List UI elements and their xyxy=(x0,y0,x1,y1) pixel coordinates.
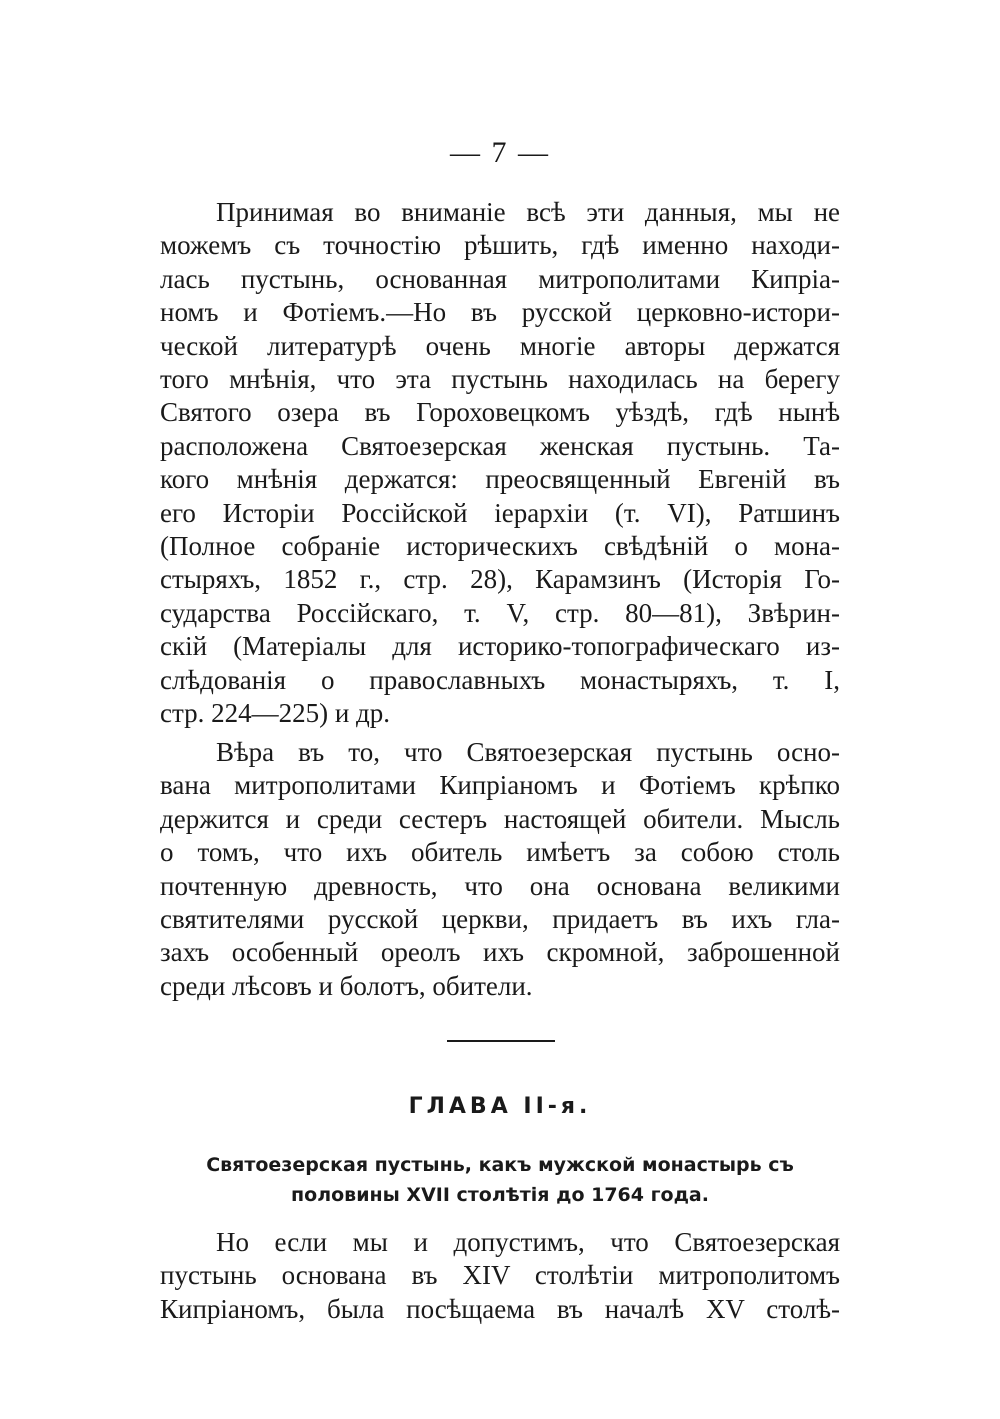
text-line: стыряхъ, 1852 г., стр. 28), Карамзинъ (Исторія Го- xyxy=(160,564,840,595)
text-line: Кипріаномъ, была посѣщаема въ началѣ XV столѣ- xyxy=(160,1293,840,1324)
text-line: Но если мы и допустимъ, что Святоезерская xyxy=(216,1227,840,1257)
text-line: о томъ, что ихъ обитель имѣетъ за собою столь xyxy=(160,837,840,868)
chapter-heading: ГЛАВА II-я. xyxy=(408,1094,592,1119)
text-line: можемъ съ точностію рѣшить, гдѣ именно находи- xyxy=(160,230,840,261)
text-line: того мнѣнія, что эта пустынь находилась на берегу xyxy=(160,364,840,395)
text-line: среди лѣсовъ и болотъ, обители. xyxy=(160,970,533,1001)
paragraph-2 xyxy=(160,736,840,1003)
text-line: расположена Святоезерская женская пустынь. Та- xyxy=(160,430,840,461)
page-number: — 7 — xyxy=(450,136,550,169)
text-line: (Полное собраніе историческихъ свѣдѣній о мона- xyxy=(160,531,840,562)
text-line: Принимая во вниманіе всѣ эти данныя, мы не xyxy=(216,197,840,227)
paragraph-3 xyxy=(160,1226,840,1326)
chapter-subtitle-line: Святоезерская пустынь, какъ мужской монастырь съ xyxy=(206,1154,794,1176)
text-line: Святого озера въ Гороховецкомъ уѣздѣ, гдѣ нынѣ xyxy=(160,397,840,428)
text-line: святителями русской церкви, придаетъ въ ихъ гла- xyxy=(160,904,840,935)
text-line: слѣдованія о православныхъ монастыряхъ, т. I, xyxy=(160,664,840,695)
text-line: номъ и Фотіемъ.—Но въ русской церковно-истори- xyxy=(160,297,840,328)
text-line: вана митрополитами Кипріаномъ и Фотіемъ крѣпко xyxy=(160,770,840,801)
text-line: сударства Россійскаго, т. V, стр. 80—81), Звѣрин- xyxy=(160,597,840,628)
text-line: держится и среди сестеръ настоящей обители. Мысль xyxy=(160,803,840,834)
text-line: захъ особенный ореолъ ихъ скромной, заброшенной xyxy=(160,937,840,968)
text-line: его Исторіи Россійской іерархіи (т. VI), Ратшинъ xyxy=(160,497,840,528)
section-divider xyxy=(447,1040,555,1042)
text-line: ческой литературѣ очень многіе авторы держатся xyxy=(160,330,840,361)
text-line: стр. 224—225) и др. xyxy=(160,698,391,729)
text-line: почтенную древность, что она основана великими xyxy=(160,870,840,901)
chapter-subtitle-line: половины XVII столѣтія до 1764 года. xyxy=(291,1184,709,1206)
text-line: пустынь основана въ XIV столѣтіи митрополитомъ xyxy=(160,1260,840,1291)
paragraph-1 xyxy=(160,196,840,731)
text-line: кого мнѣнія держатся: преосвященный Евгеній въ xyxy=(160,464,840,495)
text-line: скій (Матеріалы для историко-топографическаго из- xyxy=(160,631,840,662)
text-line: Вѣра въ то, что Святоезерская пустынь осно- xyxy=(216,737,840,767)
chapter-subtitle xyxy=(150,1150,850,1210)
text-line: лась пустынь, основанная митрополитами Кипріа- xyxy=(160,263,840,294)
